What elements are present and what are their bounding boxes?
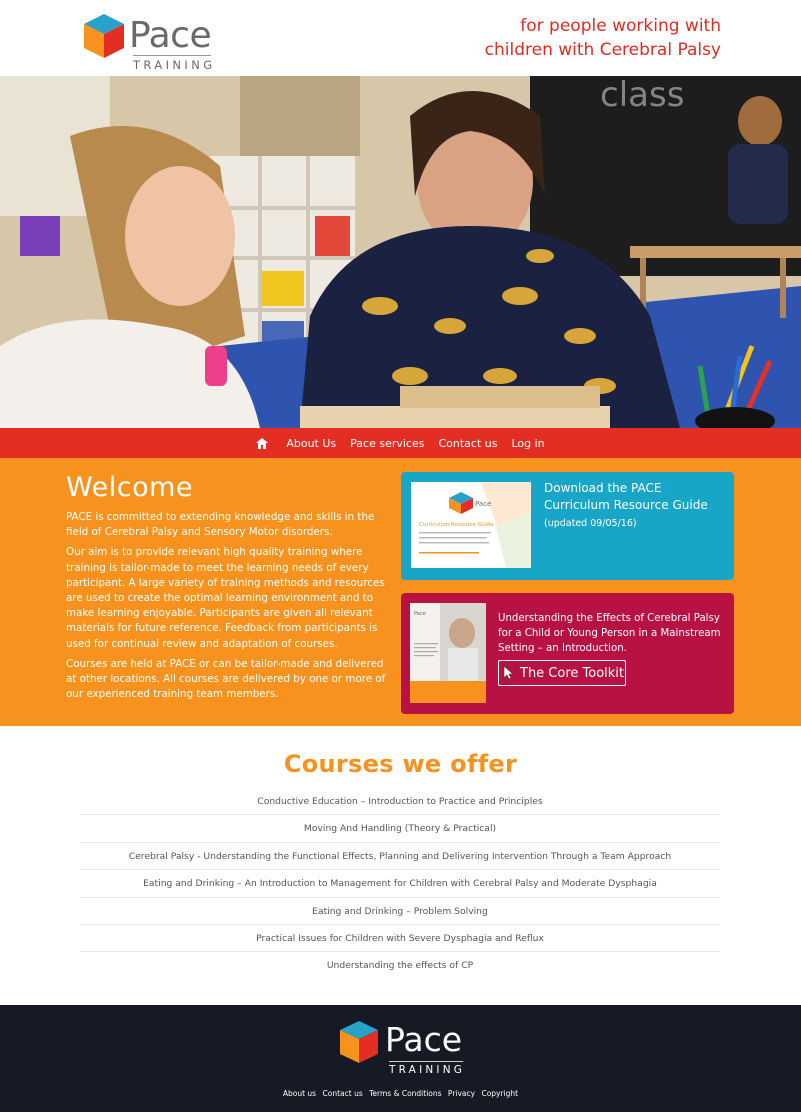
nav-about-us[interactable]: About Us	[286, 436, 337, 450]
footer-link-about[interactable]: About us	[282, 1089, 317, 1098]
download-guide-link[interactable]: Download the PACE Curriculum Resource Guide	[544, 481, 708, 512]
footer-logo-subtitle: TRAINING	[389, 1061, 463, 1076]
guide-cover-image	[411, 482, 531, 568]
hero-photo	[0, 76, 801, 428]
footer-link-privacy[interactable]: Privacy	[447, 1089, 476, 1098]
nav-contact-us[interactable]: Contact us	[438, 436, 498, 450]
svg-text:Pace: Pace	[475, 500, 492, 508]
welcome-text	[66, 510, 396, 707]
pace-logo[interactable]	[80, 12, 220, 70]
welcome-paragraph: Courses are held at PACE or can be tailor-made and delivered at other locations. All courses are delivered by one or more of our experienced training team members.	[66, 657, 386, 701]
toolkit-thumbnail	[410, 603, 486, 703]
site-header	[0, 0, 801, 76]
core-toolkit-label: The Core Toolkit	[520, 665, 625, 681]
curriculum-download-card[interactable]	[401, 472, 734, 580]
logo-subtitle: TRAINING	[133, 55, 211, 72]
footer-link-contact[interactable]: Contact us	[322, 1089, 363, 1098]
tagline-line-1: for people working with	[520, 16, 721, 36]
guide-updated-date: (updated 09/05/16)	[544, 518, 637, 529]
welcome-section	[0, 458, 801, 726]
course-item[interactable]: Practical Issues for Children with Severe Dysphagia and Reflux	[80, 925, 720, 952]
tagline-line-2: children with Cerebral Palsy	[484, 40, 721, 60]
course-item[interactable]: Eating and Drinking – Problem Solving	[80, 898, 720, 925]
course-item[interactable]: Understanding the effects of CP	[326, 960, 474, 972]
toolkit-cover-image	[410, 603, 486, 703]
footer-link-copyright[interactable]: Copyright	[481, 1089, 519, 1098]
cube-logo-icon	[337, 1019, 381, 1067]
toolkit-description: Understanding the Effects of Cerebral Palsy for a Child or Young Person in a Mainstream Setting – an Introduction.	[498, 613, 721, 654]
core-toolkit-card[interactable]	[401, 593, 734, 714]
welcome-paragraph: PACE is committed to extending knowledge and skills in the field of Cerebral Palsy and Sensory Motor disorders.	[66, 511, 375, 539]
welcome-heading: Welcome	[66, 472, 194, 503]
cube-logo-icon	[80, 12, 128, 62]
curriculum-guide-thumbnail	[411, 482, 531, 568]
courses-heading: Courses we offer	[283, 750, 518, 778]
footer-links	[0, 1089, 801, 1098]
cursor-icon	[503, 666, 515, 680]
site-tagline	[461, 14, 721, 62]
thumb-title: Curriculum Resource Guide	[419, 522, 495, 528]
classroom-photo-image	[0, 76, 801, 428]
course-item[interactable]: Eating and Drinking – An Introduction to Management for Children with Cerebral Palsy and Moderate Dysphagia	[80, 870, 720, 897]
footer-link-terms[interactable]: Terms & Conditions	[369, 1089, 442, 1098]
nav-log-in[interactable]: Log in	[511, 436, 545, 450]
logo-wordmark: Pace	[129, 15, 212, 56]
svg-text:Pace: Pace	[414, 611, 426, 617]
home-icon[interactable]	[256, 438, 268, 449]
core-toolkit-button[interactable]	[498, 660, 626, 686]
nav-pace-services[interactable]: Pace services	[350, 436, 425, 450]
welcome-paragraph: Our aim is to provide relevant high quality training where training is tailor-made to meet the learning needs of every participant. A large variety of training methods and resources are used to create the optimal learning environment and to make learning enjoyable. Participants are given all relevant materials for future reference. Feedback from participants is used for continual review and adaptation of courses.	[66, 546, 385, 650]
course-item[interactable]: Cerebral Palsy - Understanding the Functional Effects, Planning and Delivering Intervention Through a Team Approach	[80, 843, 720, 870]
course-item[interactable]: Moving And Handling (Theory & Practical)	[80, 815, 720, 842]
svg-text:class: class	[600, 76, 685, 115]
footer-logo[interactable]	[337, 1019, 472, 1081]
course-list	[80, 788, 720, 980]
footer-logo-wordmark: Pace	[385, 1020, 463, 1059]
course-item[interactable]: Conductive Education – Introduction to Practice and Principles	[80, 788, 720, 815]
main-nav	[0, 428, 801, 458]
site-footer	[0, 1005, 801, 1112]
